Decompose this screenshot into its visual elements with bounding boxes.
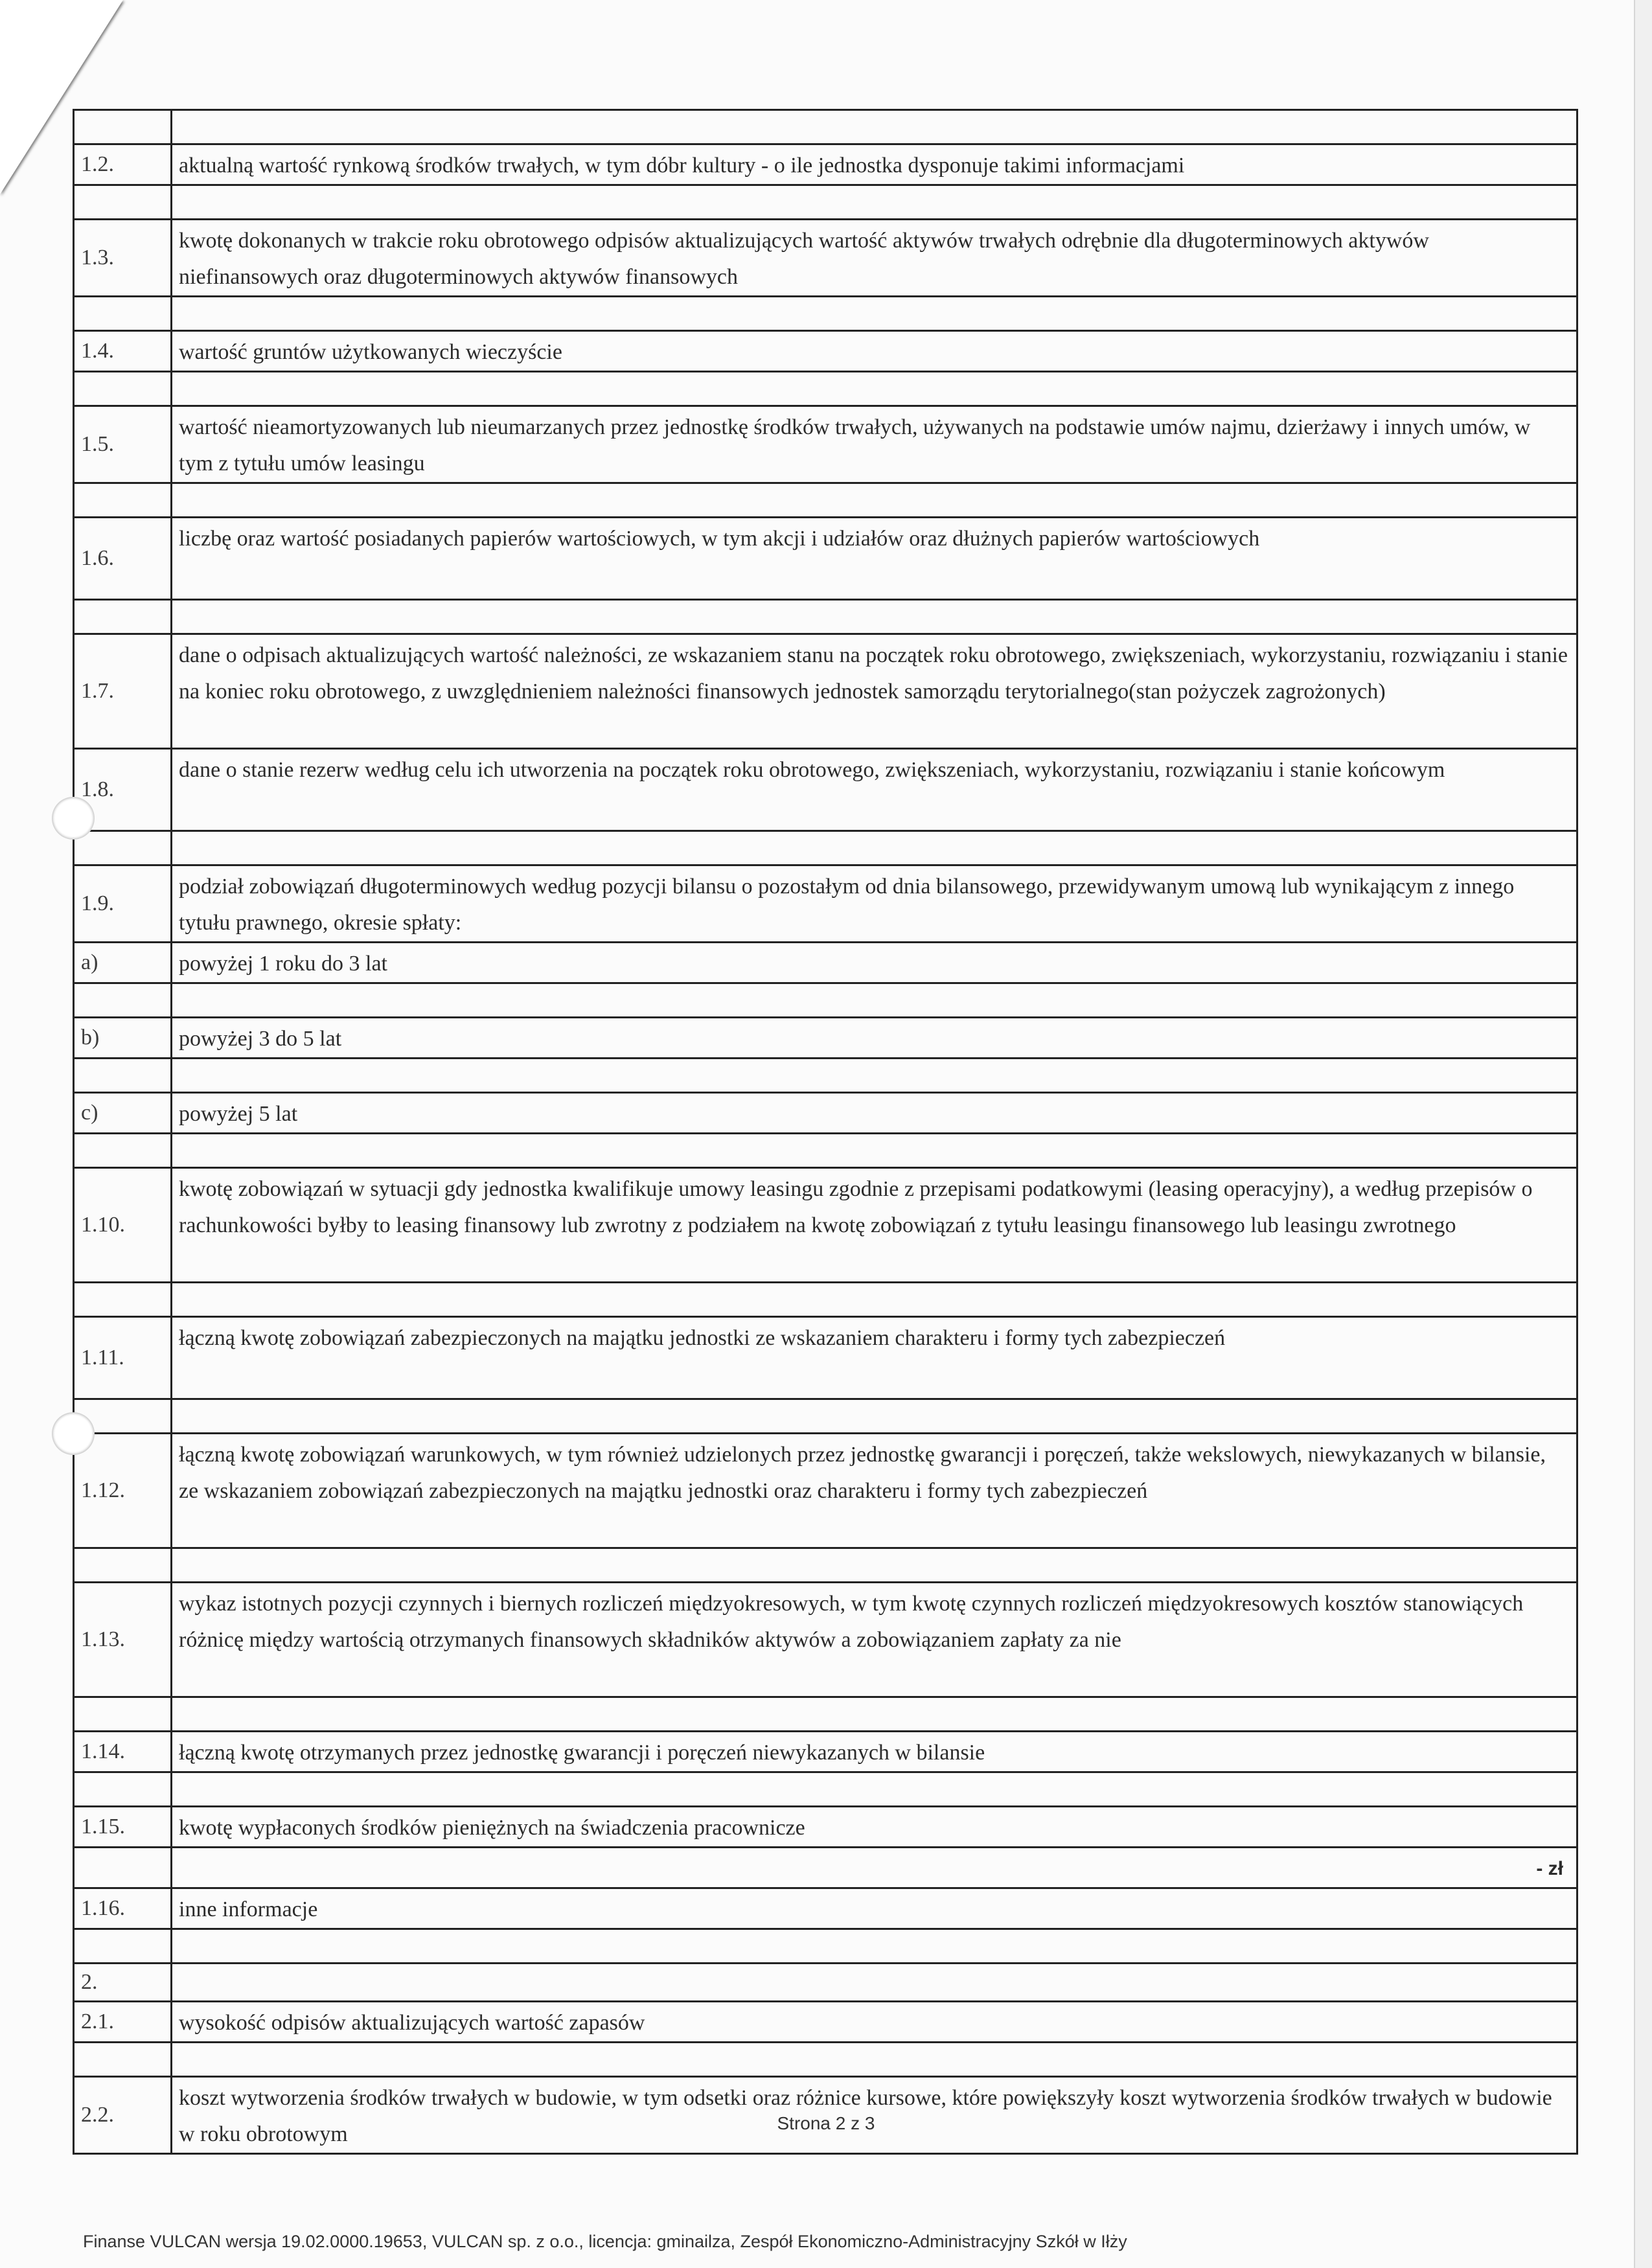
row-number [74,297,172,331]
row-text [172,1399,1577,1434]
row-text: inne informacje [172,1888,1577,1929]
table-row [74,406,1577,483]
punch-hole-top [52,797,95,840]
row-text [172,1929,1577,1964]
row-number [74,2043,172,2077]
table-row [74,1888,1577,1929]
row-number [74,600,172,634]
table-row [74,1168,1577,1283]
table-row [74,1134,1577,1168]
table-row [74,1317,1577,1399]
row-text [172,983,1577,1018]
row-text: łączną kwotę otrzymanych przez jednostkę gwarancji i poręczeń niewykazanych w bilansie [172,1732,1577,1772]
row-number: 1.10. [74,1168,172,1283]
row-text [172,372,1577,406]
row-text: kwotę dokonanych w trakcie roku obrotowego odpisów aktualizujących wartość aktywów trwałych odrębnie dla długoterminowych aktywów niefinansowych oraz długoterminowych aktywów finansowych [172,220,1577,297]
table-row [74,1399,1577,1434]
row-number: 1.5. [74,406,172,483]
table-row [74,831,1577,865]
row-number [74,1848,172,1888]
table-row [74,983,1577,1018]
row-text [172,2043,1577,2077]
row-number [74,1059,172,1093]
page-number: Strona 2 z 3 [777,2113,875,2133]
table-row [74,297,1577,331]
table-row [74,1772,1577,1807]
row-number: 2. [74,1964,172,2002]
row-text: liczbę oraz wartość posiadanych papierów wartościowych, w tym akcji i udziałów oraz dłużnych papierów wartościowych [172,518,1577,600]
row-number [74,1929,172,1964]
table-row [74,1548,1577,1583]
row-text: powyżej 5 lat [172,1093,1577,1134]
folded-corner [0,0,123,194]
row-text [172,831,1577,865]
row-text: kwotę wypłaconych środków pieniężnych na świadczenia pracownicze [172,1807,1577,1848]
table-row [74,1283,1577,1317]
row-text [172,600,1577,634]
row-number: 1.12. [74,1434,172,1548]
table-row [74,943,1577,983]
table-row [74,1964,1577,2002]
row-text: wartość nieamortyzowanych lub nieumarzanych przez jednostkę środków trwałych, używanych na podstawie umów najmu, dzierżawy i innych umów, w tym z tytułu umów leasingu [172,406,1577,483]
row-text [172,483,1577,518]
table-row [74,144,1577,185]
row-text [172,1059,1577,1093]
row-text [172,1283,1577,1317]
row-number [74,1283,172,1317]
row-text: wartość gruntów użytkowanych wieczyście [172,331,1577,372]
table-row [74,372,1577,406]
row-text: łączną kwotę zobowiązań zabezpieczonych na majątku jednostki ze wskazaniem charakteru i formy tych zabezpieczeń [172,1317,1577,1399]
row-text [172,1548,1577,1583]
table-row [74,2002,1577,2043]
row-text: koszt wytworzenia środków trwałych w budowie, w tym odsetki oraz różnice kursowe, które powiększyły koszt wytworzenia środków trwałych w budowie w roku obrotowym [172,2077,1577,2154]
table-row [74,600,1577,634]
row-number: c) [74,1093,172,1134]
row-number: 1.3. [74,220,172,297]
row-text [172,1772,1577,1807]
row-number: 1.6. [74,518,172,600]
row-text: powyżej 1 roku do 3 lat [172,943,1577,983]
row-number: a) [74,943,172,983]
row-text [172,1134,1577,1168]
row-text: wysokość odpisów aktualizujących wartość zapasów [172,2002,1577,2043]
row-number: 2.1. [74,2002,172,2043]
row-number: b) [74,1018,172,1059]
row-number: 1.7. [74,634,172,749]
row-text: kwotę zobowiązań w sytuacji gdy jednostka kwalifikuje umowy leasingu zgodnie z przepisami podatkowymi (leasing operacyjny), a według przepisów o rachunkowości byłby to leasing finansowy lub zwrotny z podziałem na kwotę zobowiązań z tytułu leasingu finansowego lub leasingu zwrotnego [172,1168,1577,1283]
row-text: podział zobowiązań długoterminowych według pozycji bilansu o pozostałym od dnia bilansowego, przewidywanym umową lub wynikającym z innego tytułu prawnego, okresie spłaty: [172,865,1577,943]
table-row [74,185,1577,220]
row-text [172,110,1577,144]
row-number: 1.4. [74,331,172,372]
row-number [74,1134,172,1168]
row-number: 1.9. [74,865,172,943]
notes-table [73,109,1578,2155]
row-number [74,1697,172,1732]
row-text [172,297,1577,331]
row-number: 1.13. [74,1583,172,1697]
table-row [74,1929,1577,1964]
row-text: aktualną wartość rynkową środków trwałych, w tym dóbr kultury - o ile jednostka dysponuje takimi informacjami [172,144,1577,185]
row-number [74,1548,172,1583]
table-row [74,1059,1577,1093]
row-text: łączną kwotę zobowiązań warunkowych, w tym również udzielonych przez jednostkę gwarancji i poręczeń, także wekslowych, niewykazanych w bilansie, ze wskazaniem zobowiązań zabezpieczonych na majątku jednostki oraz charakteru i formy tych zabezpieczeń [172,1434,1577,1548]
table-row [74,220,1577,297]
row-text [172,1964,1577,2002]
table-row [74,865,1577,943]
table-row [74,331,1577,372]
table-row [74,1807,1577,1848]
row-number: 1.11. [74,1317,172,1399]
row-text: dane o odpisach aktualizujących wartość należności, ze wskazaniem stanu na początek roku obrotowego, zwiększeniach, wykorzystaniu, rozwiązaniu i stanie na koniec roku obrotowego, z uwzględnieniem należności finansowych jednostek samorządu terytorialnego(stan pożyczek zagrożonych) [172,634,1577,749]
punch-hole-bottom [52,1412,95,1455]
table-row [74,1018,1577,1059]
table-row [74,1093,1577,1134]
table-row [74,634,1577,749]
row-number [74,483,172,518]
table-row [74,483,1577,518]
row-number: 1.8. [74,749,172,831]
notes-table-body [74,110,1577,2154]
table-row [74,1848,1577,1888]
table-row [74,749,1577,831]
row-number [74,983,172,1018]
row-number [74,831,172,865]
row-number [74,1772,172,1807]
row-number [74,372,172,406]
table-row [74,1583,1577,1697]
row-number: 1.15. [74,1807,172,1848]
row-text: wykaz istotnych pozycji czynnych i biernych rozliczeń międzyokresowych, w tym kwotę czynnych rozliczeń międzyokresowych kosztów stanowiących różnicę między wartością otrzymanych finansowych składników aktywów a zobowiązaniem zapłaty za nie [172,1583,1577,1697]
row-number: 2.2. [74,2077,172,2154]
software-info: Finanse VULCAN wersja 19.02.0000.19653, VULCAN sp. z o.o., licencja: gminailza, Zespół Ekonomiczno-Administracyjny Szkół w Iłży [83,2232,1127,2251]
row-text: dane o stanie rezerw według celu ich utworzenia na początek roku obrotowego, zwiększeniach, wykorzystaniu, rozwiązaniu i stanie końcowym [172,749,1577,831]
table-row [74,1434,1577,1548]
page-right-edge [1634,0,1652,2268]
table-row [74,1732,1577,1772]
table-row [74,110,1577,144]
row-text [172,185,1577,220]
row-number: 1.14. [74,1732,172,1772]
row-text [172,1697,1577,1732]
table-row [74,1697,1577,1732]
row-text: - zł [172,1848,1577,1888]
row-number: 1.2. [74,144,172,185]
table-row [74,518,1577,600]
row-text: powyżej 3 do 5 lat [172,1018,1577,1059]
row-number: 1.16. [74,1888,172,1929]
table-row [74,2043,1577,2077]
